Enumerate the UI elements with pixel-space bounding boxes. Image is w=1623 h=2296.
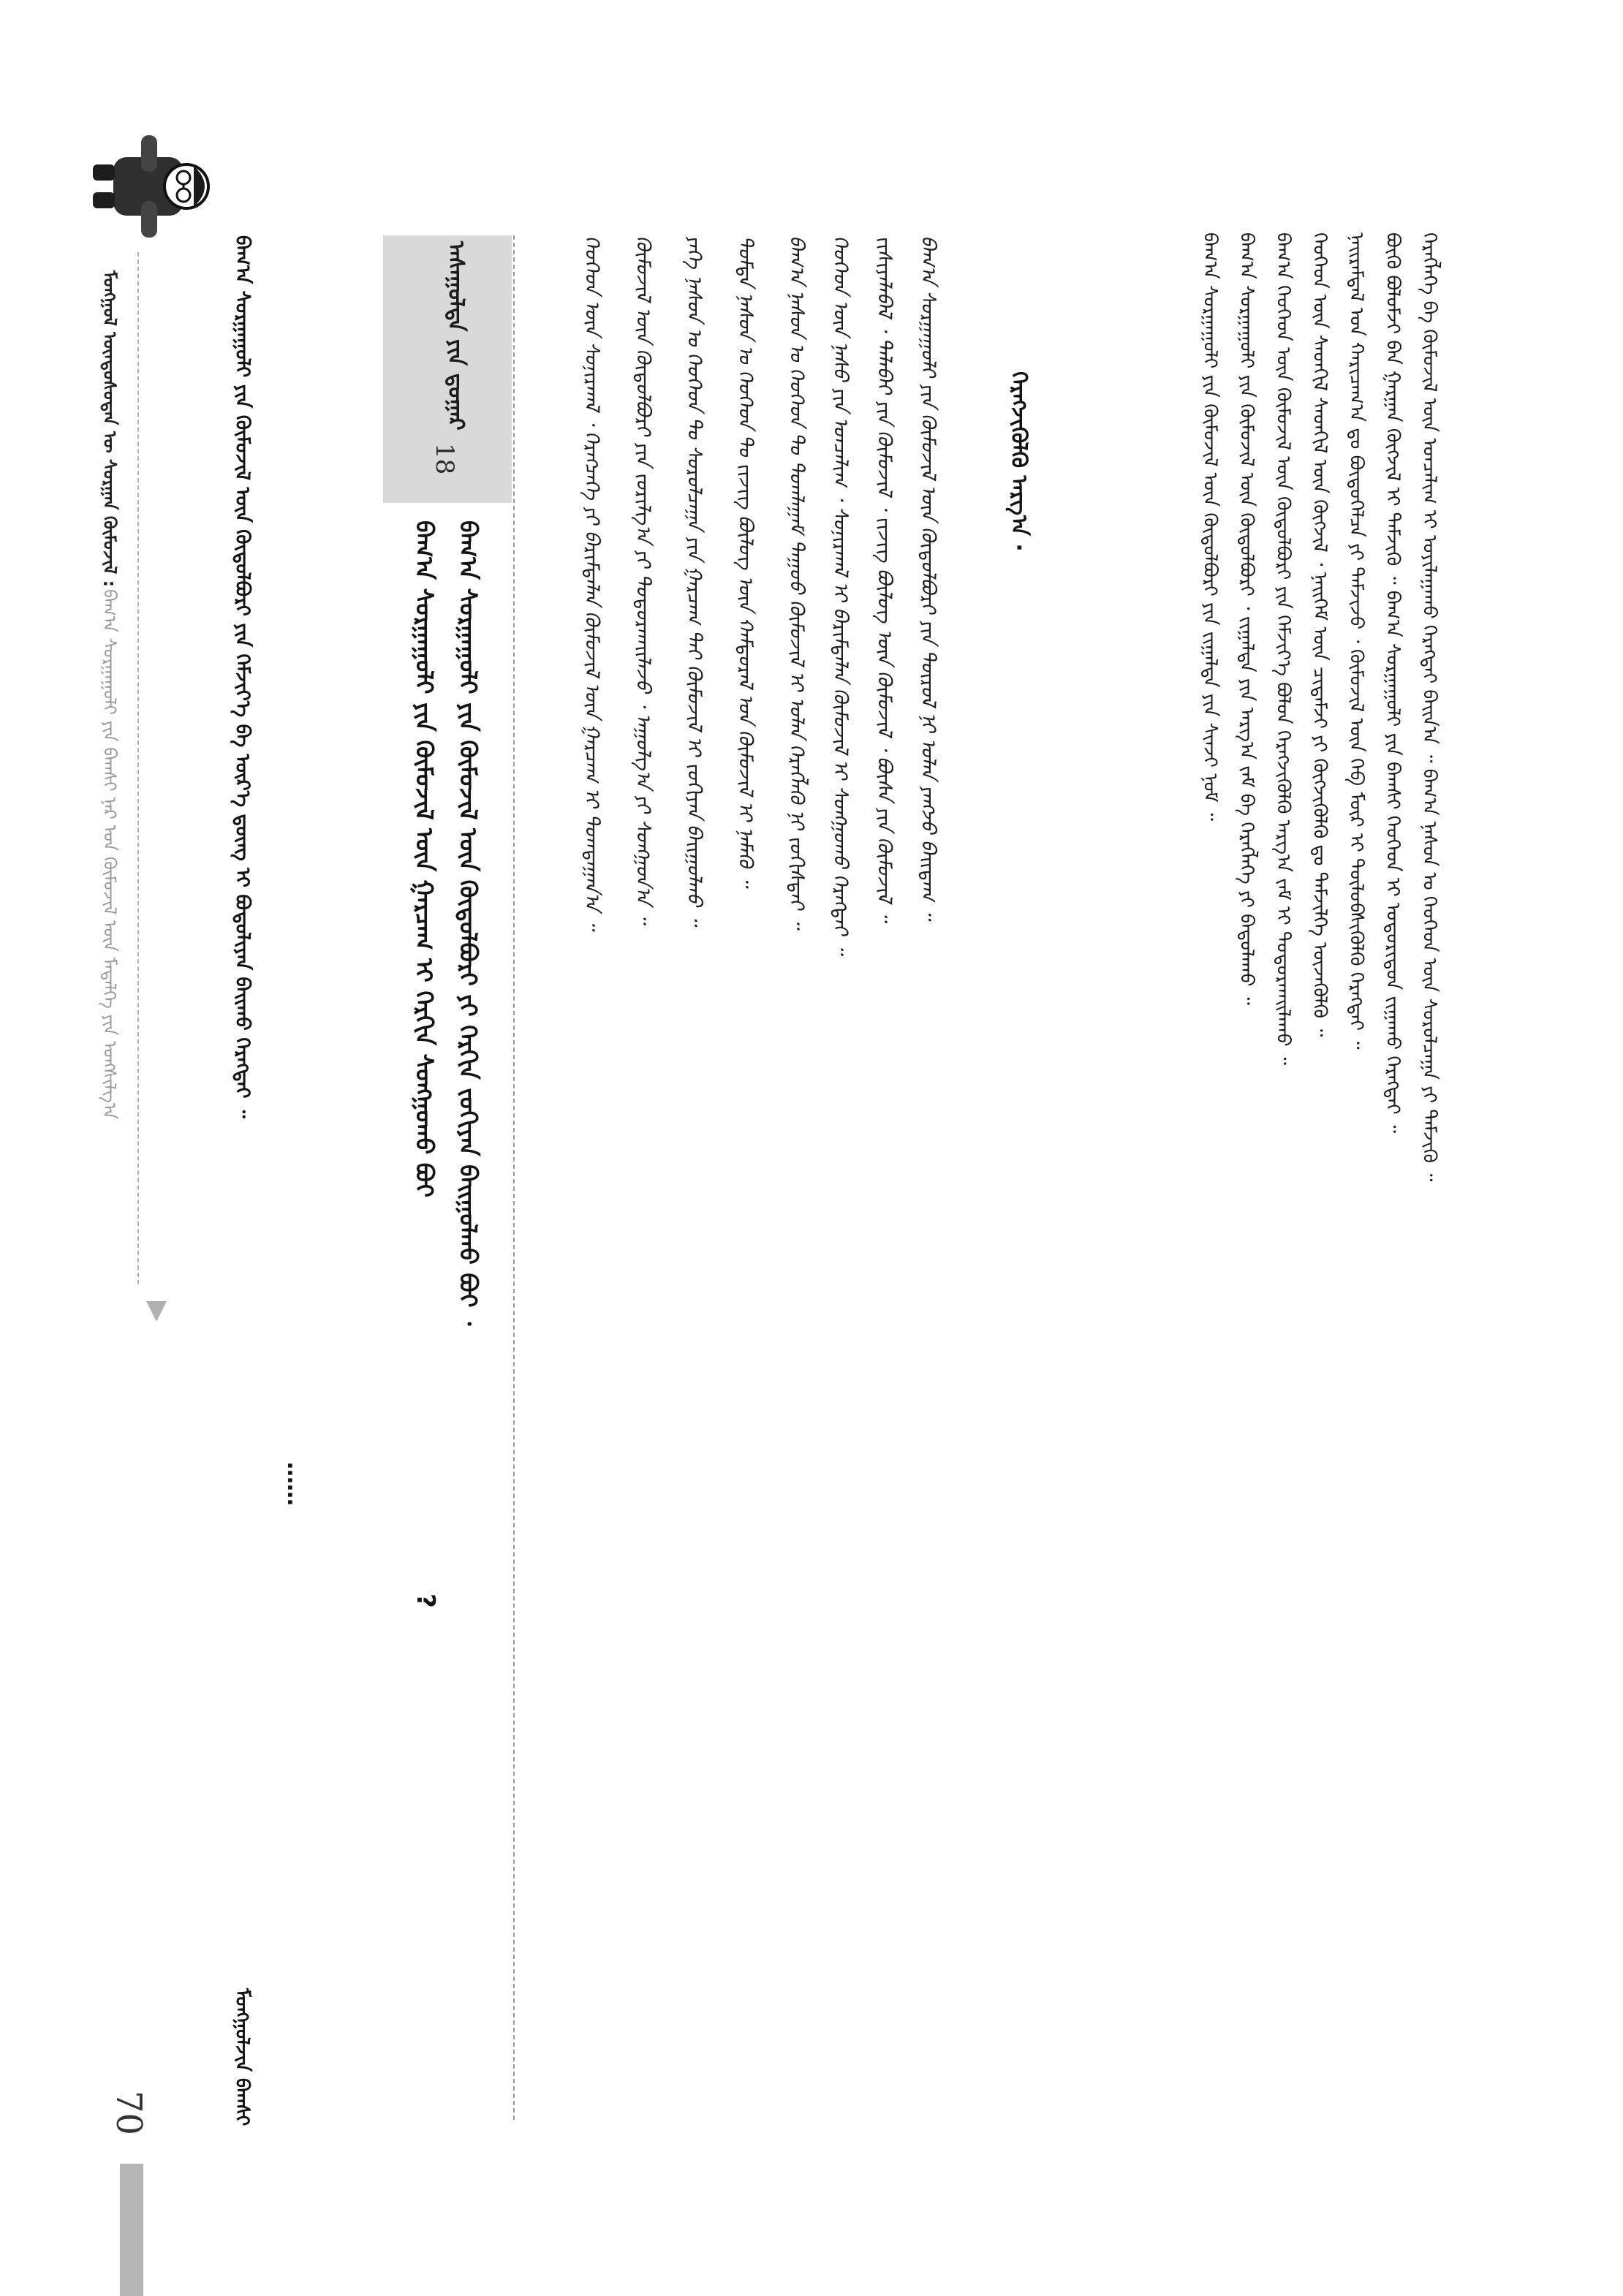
answer-line-5: ᠳᠤᠮᠳᠠ ᠨᠠᠰᠤᠨ ᠤ ᠬᠡᠦᠬᠡᠳ ᠲᠤ ᠵᠢᠵᠢᠭ ᠪᠦᠯᠦᠭ ᠦᠨ ᠬᠠᠮᠲᠤᠷᠠᠯ ᠤᠨ ᠬᠦᠮᠦᠵᠢᠯ ᠢ ᠨᠡᠮᠡᠬᠦ ᠃ xyxy=(734,235,757,887)
answer-line-3: ᠬᠡᠦᠬᠡᠳ ᠦᠨ ᠨᠠᠰᠤ ᠶᠢᠨ ᠣᠨᠴᠠᠯᠢᠭ ᠂ ᠰᠣᠨᠢᠷᠬᠠᠯ ᠢ ᠪᠠᠷᠢᠮᠲᠠᠯᠠᠨ ᠬᠦᠮᠦᠵᠢᠯ ᠢ ᠰᠣᠩᠭᠣᠬᠤ ᠬᠡᠷᠡᠭᠲᠡᠢ ᠃ xyxy=(829,235,852,955)
running-header-bold: ᠮᠣᠩᠭᠤᠯ ᠦᠨᠳᠦᠰᠦᠲᠡᠨ ᠦ ᠰᠤᠷᠭᠠᠨ ᠬᠦᠮᠦᠵᠢᠯ : xyxy=(99,270,120,588)
answer-line-2: ᠵᠢᠱᠢᠶᠡᠯᠡᠪᠡᠯ ᠂ ᠲᠠᠯᠠᠪᠠᠢ ᠶᠢᠨ ᠬᠦᠮᠦᠵᠢᠯ ᠂ ᠵᠢᠵᠢᠭ ᠪᠦᠯᠦᠭ ᠦᠨ ᠬᠦᠮᠦᠵᠢᠯ ᠂ ᠪᠦᠰᠡ ᠶᠢᠨ ᠬᠦᠮᠦᠵᠢᠯ ᠃ xyxy=(873,235,896,922)
ellipsis: …… xyxy=(282,1462,308,1506)
intro-citation: ᠪᠠᠭ᠎ᠠ ᠰᠤᠷᠭᠠᠭᠤᠯᠢ ᠶᠢᠨ ᠬᠦᠮᠦᠵᠢᠯ ᠦᠨ ᠬᠥᠲᠥᠯᠪᠦᠷᠢ ᠶᠢᠨ ᠵᠢᠭᠠᠯᠲᠠ ᠶᠢᠨ ᠰᠢᠨᠵᠢ ᠨᠣᠮ ᠃ xyxy=(1199,232,1221,822)
running-header-rule xyxy=(137,252,139,1284)
question-title-line-2: ᠪᠠᠭ᠎ᠠ ᠰᠤᠷᠭᠠᠭᠤᠯᠢ ᠶᠢᠨ ᠬᠦᠮᠦᠵᠢᠯ ᠦᠨ ᠭᠠᠷᠴᠠᠭ ᠢ ᠬᠡᠷᠬᠢᠨ ᠰᠣᠩᠭᠣᠬᠤ ᠪᠤᠢ xyxy=(410,520,439,1197)
triangle-arrow-icon xyxy=(143,1298,170,1325)
intro-line-5: ᠪᠠᠭ᠎ᠠ ᠬᠡᠦᠬᠡᠳ ᠦᠨ ᠬᠦᠮᠦᠵᠢᠯ ᠦᠨ ᠬᠥᠲᠥᠯᠪᠦᠷᠢ ᠶᠢᠨ ᠬᠡᠮᠵᠢᠶ᠎ᠡ ᠪᠣᠯᠤᠨ ᠬᠡᠷᠡᠭᠵᠢᠭᠦᠯᠬᠦ ᠠᠷᠭ᠎ᠠ ᠵᠠᠮ ᠢ ᠲᠣᠳᠣᠷᠬᠠᠢᠯᠠᠬᠤ ᠃ xyxy=(1272,232,1294,1065)
guide-rule xyxy=(513,235,515,2120)
intro-line-2: ᠪᠦᠬᠦ ᠪᠤᠯᠤᠮᠵᠢ ᠪᠠᠨ ᠭᠠᠷᠭᠠᠨ ᠬᠥᠭᠵᠢᠯ ᠢ ᠳᠡᠮᠵᠢᠬᠦ ᠃ ᠪᠠᠭ᠎ᠠ ᠰᠤᠷᠭᠠᠭᠤᠯᠢ ᠶᠢᠨ ᠪᠠᠭᠰᠢ ᠬᠡᠦᠬᠡᠳ ᠢ ᠤᠳᠤᠷᠢᠳᠤᠨ ᠵᠢᠭᠠᠬᠤ ᠬᠡᠷᠡᠭᠲᠡᠢ ᠃ xyxy=(1382,232,1404,1134)
answer-line-1: ᠪᠠᠭ᠎ᠠ ᠰᠤᠷᠭᠠᠭᠤᠯᠢ ᠶᠢᠨ ᠬᠦᠮᠦᠵᠢᠯ ᠦᠨ ᠬᠥᠲᠥᠯᠪᠦᠷᠢ ᠶᠢᠨ ᠲᠥᠷᠥᠯ ᠨᠢ ᠣᠯᠠᠨ ᠶᠠᠩᠵᠤ ᠪᠠᠢᠳᠠᠭ ᠃ xyxy=(917,235,939,920)
answer-final-line: ᠪᠠᠭ᠎ᠠ ᠰᠤᠷᠭᠠᠭᠤᠯᠢ ᠶᠢᠨ ᠬᠦᠮᠦᠵᠢᠯ ᠦᠨ ᠬᠥᠲᠥᠯᠪᠦᠷᠢ ᠶᠢᠨ ᠬᠡᠮᠵᠢᠶ᠎ᠡ ᠪᠠ ᠦᠷ᠎ᠡ ᠳ᠋ᠦᠩ ᠢ ᠪᠤᠳᠤᠯᠢᠶᠠᠨ ᠪᠠᠢᠬᠤ ᠬᠡᠷᠡᠭᠲᠡᠢ ᠃ xyxy=(231,235,254,1118)
answer-line-8: ᠬᠡᠦᠬᠡᠳ ᠦᠨ ᠰᠣᠨᠢᠷᠬᠠᠯ ᠂ ᠬᠡᠷᠡᠭᠴᠡᠭᠡ ᠶᠢ ᠪᠠᠷᠢᠮᠲᠠᠯᠠᠨ ᠬᠦᠮᠦᠵᠢᠯ ᠦᠨ ᠭᠠᠷᠴᠠᠭ ᠢ ᠲᠣᠭᠲᠠᠭᠠᠨ᠎ᠠ ᠃ xyxy=(580,235,603,931)
question-label: ᠠᠰᠠᠭᠤᠯᠲᠠ ᠶᠢᠨ ᠳ᠋ᠤᠭᠠᠷ xyxy=(443,241,469,431)
page-number: 70 xyxy=(108,2091,149,2136)
intro-line-1: ᠬᠡᠷᠡᠭᠯᠡᠭᠡ ᠪᠠ ᠬᠦᠮᠦᠵᠢᠯ ᠦᠨ ᠣᠨᠴᠠᠯᠢᠭ ᠢ ᠣᠶᠢᠯᠠᠭᠠᠬᠤ ᠬᠡᠷᠡᠭᠲᠡᠢ ᠪᠠᠢᠨ᠎ᠠ ᠃ ᠪᠠᠭ᠎ᠠ ᠨᠠᠰᠤᠨ ᠤ ᠬᠡᠦᠬᠡᠳ ᠦᠨ ᠰᠤᠷᠤᠯᠴᠠᠭᠠ ᠶᠢ ᠳᠡᠮᠵᠢᠬᠦ ᠃ xyxy=(1418,232,1440,1182)
question-title-line-1: ᠪᠠᠭ᠎ᠠ ᠰᠤᠷᠭᠠᠭᠤᠯᠢ ᠶᠢᠨ ᠬᠦᠮᠦᠵᠢᠯ ᠦᠨ ᠬᠥᠲᠥᠯᠪᠦᠷᠢ ᠶᠢ ᠬᠡᠷᠬᠢᠨ ᠵᠣᠬᠢᠶᠠᠨ ᠪᠠᠢᠭᠤᠯᠬᠤ ᠪᠤᠢ ᠂ xyxy=(454,520,483,1326)
answer-line-7: ᠬᠦᠮᠦᠵᠢᠯ ᠦᠨ ᠬᠥᠲᠥᠯᠪᠦᠷᠢ ᠶᠢᠨ ᠵᠣᠷᠢᠯᠭ᠎ᠠ ᠶᠢ ᠲᠣᠳᠣᠷᠬᠠᠢᠯᠠᠵᠤ ᠂ ᠠᠭᠤᠯᠭ᠎ᠠ ᠶᠢ ᠰᠣᠩᠭᠣᠨ᠎ᠠ ᠃ xyxy=(632,235,654,924)
intro-line-6: ᠪᠠᠭ᠎ᠠ ᠰᠤᠷᠭᠠᠭᠤᠯᠢ ᠶᠢᠨ ᠬᠦᠮᠦᠵᠢᠯ ᠦᠨ ᠬᠥᠲᠥᠯᠪᠦᠷᠢ ᠂ ᠵᠢᠭᠠᠯᠲᠠ ᠶᠢᠨ ᠠᠷᠭ᠎ᠠ ᠵᠠᠮ ᠪᠠ ᠬᠡᠷᠡᠭᠯᠡᠭᠡ ᠶᠢ ᠪᠠᠲᠤᠯᠠᠬᠤ ᠃ xyxy=(1236,232,1257,1005)
question-mark: ? xyxy=(411,1594,440,1608)
answer-line-4: ᠪᠠᠭ᠎ᠠ ᠨᠠᠰᠤᠨ ᠤ ᠬᠡᠦᠬᠡᠳ ᠲᠤ ᠲᠣᠭᠯᠠᠭᠠᠮ ᠳᠠᠭᠤᠤ ᠬᠦᠮᠦᠵᠢᠯ ᠢ ᠣᠯᠠᠨ ᠬᠡᠷᠡᠭᠯᠡᠬᠦ ᠨᠢ ᠵᠣᠬᠢᠰᠲᠠᠢ ᠃ xyxy=(785,235,808,929)
bullet-heading: ᠬᠡᠷᠡᠭᠵᠢᠭᠦᠯᠬᠦ ᠠᠷᠭ᠎ᠠ · xyxy=(1006,371,1032,552)
answer-line-6: ᠶᠡᠬᠡ ᠨᠠᠰᠤᠨ ᠤ ᠬᠡᠦᠬᠡᠳ ᠲᠤ ᠰᠤᠷᠤᠯᠴᠠᠭᠠ ᠶᠢᠨ ᠭᠠᠷᠴᠠᠭ ᠲᠠᠢ ᠬᠦᠮᠦᠵᠢᠯ ᠢ ᠵᠣᠬᠢᠶᠠᠨ ᠪᠠᠢᠭᠤᠯᠬᠤ ᠃ xyxy=(683,235,705,925)
answer-signature: ᠮᠣᠩᠭᠤᠯᠵᠢᠨ ᠪᠠᠭᠰᠢ xyxy=(231,1988,253,2126)
question-number: 18 xyxy=(430,443,459,475)
running-header-light: ᠪᠠᠭ᠎ᠠ ᠰᠤᠷᠭᠠᠭᠤᠯᠢ ᠶᠢᠨ ᠪᠠᠭᠰᠢ ᠨᠠᠷ ᠤᠨ ᠬᠦᠮᠦᠵᠢᠯ ᠦᠨ ᠮᠡᠳᠡᠯᠭᠡ ᠶᠢᠨ ᠤᠩᠰᠢᠯᠭ᠎ᠠ xyxy=(99,589,120,1120)
intro-line-3: ᠨᠠᠢᠷᠠᠮᠳᠠᠯ ᠤᠨ ᠬᠠᠷᠢᠴᠠᠭ᠎ᠠ ᠳᠤ ᠪᠦᠲᠦᠭᠡᠯᠴᠡ ᠶᠢ ᠳᠡᠮᠵᠢᠵᠦ ᠂ ᠬᠦᠮᠦᠵᠢᠯ ᠦᠨ ᠬᠡᠪ ᠮᠥᠷ ᠢ ᠲᠥᠯᠦᠪᠰᠢᠭᠦᠯᠬᠦ ᠬᠡᠷᠡᠭᠲᠡᠢ ᠃ xyxy=(1345,232,1367,1050)
intro-line-4: ᠬᠡᠦᠬᠡᠳ ᠦᠨ ᠰᠡᠳᠬᠢᠯ ᠰᠡᠳᠬᠢᠯ ᠦᠨ ᠬᠥᠭᠵᠢᠯ ᠂ ᠨᠡᠢᠭᠡᠮ ᠦᠨ ᠴᠢᠳᠠᠮᠵᠢ ᠶᠢ ᠬᠥᠭᠵᠢᠭᠦᠯᠬᠦ ᠳᠤ ᠳᠡᠮᠵᠢᠯᠭᠡ ᠦᠵᠡᠭᠦᠯᠬᠦ ᠃ xyxy=(1309,232,1331,1037)
mascot-illustration xyxy=(66,132,227,241)
side-tab-bar xyxy=(120,2164,143,2296)
